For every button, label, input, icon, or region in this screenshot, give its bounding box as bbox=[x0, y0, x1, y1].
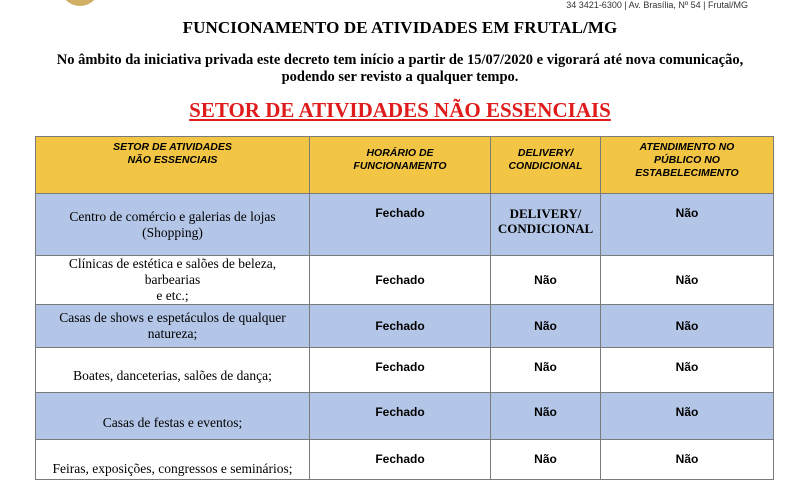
delivery-cell: Não bbox=[491, 393, 601, 440]
table-row bbox=[36, 393, 774, 440]
table-row bbox=[36, 440, 774, 480]
table-row bbox=[36, 305, 774, 348]
sector-cell bbox=[36, 393, 310, 440]
delivery-cell bbox=[491, 194, 601, 256]
intro-paragraph bbox=[40, 52, 760, 86]
intro-line-2: podendo ser revisto a qualquer tempo. bbox=[281, 69, 519, 85]
sector-line1: Casas de festas e eventos; bbox=[102, 415, 243, 430]
delivery-cell: Não bbox=[491, 256, 601, 305]
header-horario-line2: FUNCIONAMENTO bbox=[353, 160, 447, 172]
sector-cell bbox=[36, 305, 310, 348]
header-atendimento-line1: ATENDIMENTO NO bbox=[639, 141, 735, 153]
sector-line1: Clínicas de estética e salões de beleza, barbearias bbox=[68, 256, 277, 287]
horario-cell: Fechado bbox=[310, 256, 491, 305]
sector-line2: e etc.; bbox=[156, 288, 189, 303]
atendimento-cell: Não bbox=[601, 256, 774, 305]
page-title: FUNCIONAMENTO DE ATIVIDADES EM FRUTAL/MG bbox=[182, 18, 618, 37]
atendimento-cell: Não bbox=[601, 348, 774, 393]
section-title: SETOR DE ATIVIDADES NÃO ESSENCIAIS bbox=[189, 98, 611, 122]
header-sector-line2: NÃO ESSENCIAIS bbox=[127, 154, 218, 166]
table-row bbox=[36, 194, 774, 256]
sector-line2: natureza; bbox=[147, 326, 198, 341]
delivery-line2: CONDICIONAL bbox=[497, 221, 594, 236]
header-delivery-line2: CONDICIONAL bbox=[508, 160, 583, 172]
header-atendimento-line3: ESTABELECIMENTO bbox=[635, 167, 739, 179]
sector-line1: Boates, danceterias, salões de dança; bbox=[73, 368, 272, 383]
header-atendimento bbox=[601, 137, 774, 194]
header-horario bbox=[310, 137, 491, 194]
horario-cell: Fechado bbox=[310, 305, 491, 348]
horario-cell: Fechado bbox=[310, 194, 491, 256]
sector-line1: Feiras, exposições, congressos e seminários; bbox=[52, 461, 293, 476]
atendimento-cell: Não bbox=[601, 440, 774, 480]
horario-cell: Fechado bbox=[310, 440, 491, 480]
table-header-row bbox=[36, 137, 774, 194]
atendimento-cell: Não bbox=[601, 393, 774, 440]
delivery-cell: Não bbox=[491, 348, 601, 393]
delivery-cell: Não bbox=[491, 440, 601, 480]
sector-cell bbox=[36, 348, 310, 393]
intro-line-1: No âmbito da iniciativa privada este decreto tem início a partir de 15/07/2020 e vigorará até nova comunicação, bbox=[56, 52, 744, 68]
sector-cell bbox=[36, 440, 310, 480]
header-atendimento-line2: PÚBLICO NO bbox=[654, 154, 720, 166]
delivery-cell: Não bbox=[491, 305, 601, 348]
sector-cell bbox=[36, 194, 310, 256]
atendimento-cell: Não bbox=[601, 194, 774, 256]
table-row bbox=[36, 348, 774, 393]
header-delivery-line1: DELIVERY/ bbox=[517, 147, 574, 159]
activities-table bbox=[35, 136, 774, 480]
header-sector-line1: SETOR DE ATIVIDADES bbox=[113, 141, 232, 153]
horario-cell: Fechado bbox=[310, 348, 491, 393]
sector-cell bbox=[36, 256, 310, 305]
horario-cell: Fechado bbox=[310, 393, 491, 440]
contact-info: 34 3421-6300 | Av. Brasília, Nº 54 | Frutal/MG bbox=[566, 0, 748, 10]
sector-line1: Centro de comércio e galerias de lojas bbox=[69, 208, 276, 224]
sector-line2: (Shopping) bbox=[142, 224, 203, 240]
delivery-line1: DELIVERY/ bbox=[509, 206, 582, 221]
table-row bbox=[36, 256, 774, 305]
atendimento-cell: Não bbox=[601, 305, 774, 348]
header-horario-line1: HORÁRIO DE bbox=[366, 147, 434, 159]
logo-icon bbox=[60, 0, 100, 6]
header-sector bbox=[36, 137, 310, 194]
header-delivery bbox=[491, 137, 601, 194]
sector-line1: Casas de shows e espetáculos de qualquer bbox=[59, 310, 286, 325]
